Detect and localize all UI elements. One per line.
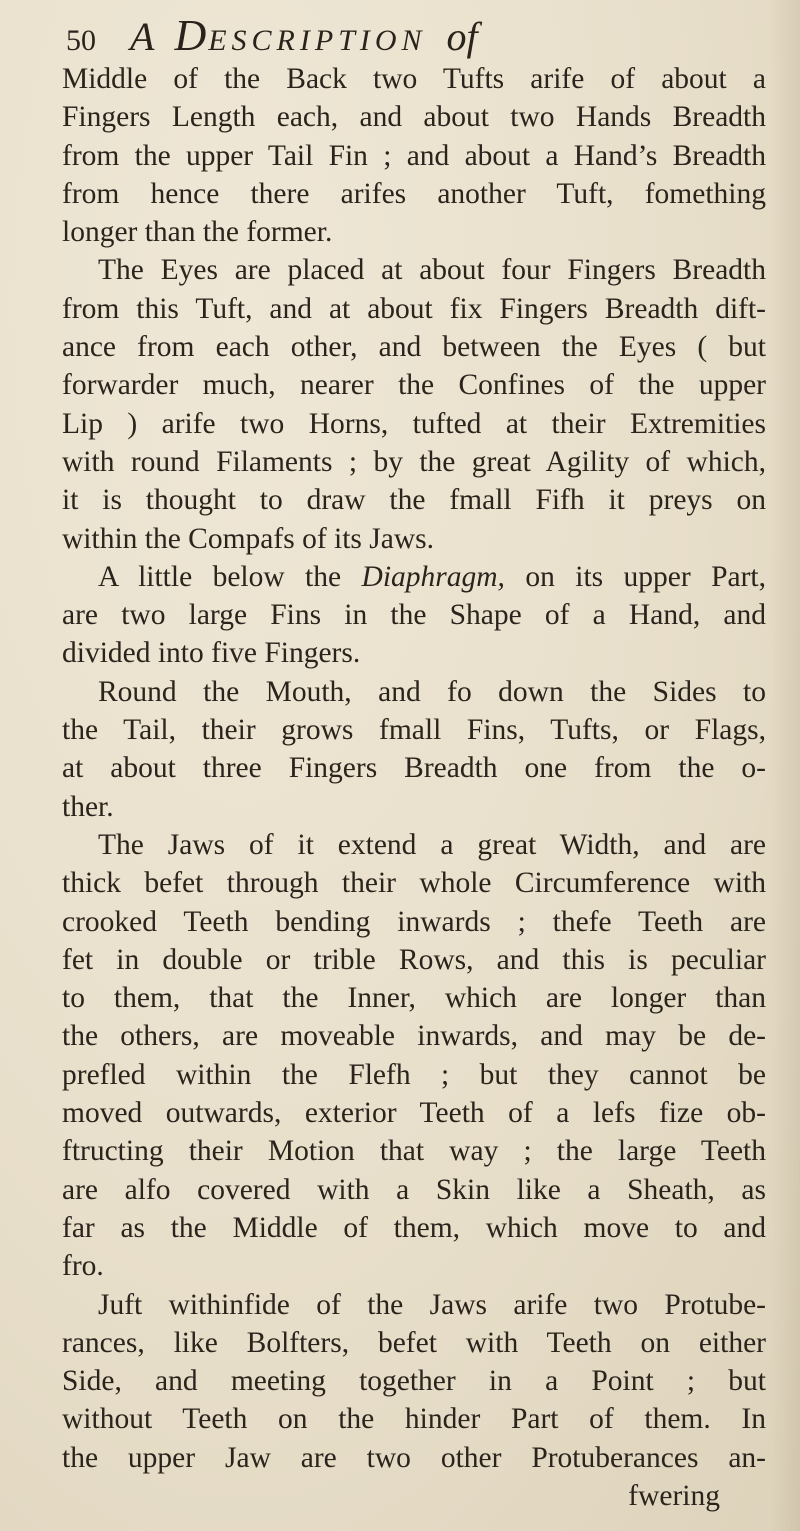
text-line: Side, and meeting together in a Point ; but	[62, 1365, 766, 1398]
text-line: the others, are moveable inwards, and may be de-	[62, 1020, 766, 1053]
body-text	[62, 60, 766, 1515]
running-head-of: of	[446, 14, 478, 59]
text-line: with round Filaments ; by the great Agility of which,	[62, 445, 766, 478]
text-segment: A little below the	[98, 560, 342, 593]
text-line: Lip ) arife two Horns, tufted at their Extremities	[62, 407, 766, 440]
page-edge-shadow	[770, 0, 800, 1531]
text-line: Round the Mouth, and fo down the Sides to	[98, 675, 766, 708]
text-line: rances, like Bolfters, befet with Teeth on either	[62, 1326, 766, 1359]
running-head-title-rest: ESCRIPTION	[208, 24, 427, 57]
text-line: The Jaws of it extend a great Width, and are	[98, 828, 766, 861]
text-line: are alfo covered with a Skin like a Sheath, as	[62, 1173, 766, 1206]
text-line: divided into five Fingers.	[62, 637, 361, 670]
text-line: ance from each other, and between the Eyes ( but	[62, 331, 766, 364]
text-line: Juft withinfide of the Jaws arife two Protube-	[98, 1288, 766, 1321]
text-line: ftructing their Motion that way ; the large Teeth	[62, 1135, 766, 1168]
text-line: moved outwards, exterior Teeth of a lefs fize ob-	[62, 1097, 766, 1130]
text-line: at about three Fingers Breadth one from the o-	[62, 752, 766, 785]
text-line: to them, that the Inner, which are longer than	[62, 982, 766, 1015]
text-line: the upper Jaw are two other Protuberances an-	[62, 1441, 766, 1474]
text-line: are two large Fins in the Shape of a Hand, and	[62, 599, 766, 632]
text-line: fro.	[62, 1250, 104, 1283]
text-line: prefled within the Flefh ; but they cannot be	[62, 1058, 766, 1091]
text-line: Fingers Length each, and about two Hands Breadth	[62, 101, 766, 134]
running-head-article: A	[130, 14, 155, 59]
text-line: without Teeth on the hinder Part of them. In	[62, 1403, 766, 1436]
text-line: from the upper Tail Fin ; and about a Hand’s Breadth	[62, 139, 766, 172]
text-segment: on its upper Part,	[504, 560, 766, 593]
text-line: the Tail, their grows fmall Fins, Tufts, or Flags,	[62, 714, 766, 747]
text-line	[62, 558, 766, 596]
text-line: ther.	[62, 790, 114, 823]
text-line: far as the Middle of them, which move to and	[62, 1211, 766, 1244]
page-number: 50	[66, 24, 96, 57]
text-line: longer than the former.	[62, 216, 333, 249]
text-line: forwarder much, nearer the Confines of the upper	[62, 369, 766, 402]
text-line: within the Compafs of its Jaws.	[62, 522, 435, 555]
running-head	[66, 8, 786, 64]
text-line: it is thought to draw the fmall Fifh it preys on	[62, 484, 766, 517]
running-head-title-capital: D	[174, 11, 209, 60]
text-line: fet in double or trible Rows, and this is peculiar	[62, 943, 766, 976]
text-line: crooked Teeth bending inwards ; thefe Teeth are	[62, 905, 766, 938]
text-line: Middle of the Back two Tufts arife of about a	[62, 63, 766, 95]
italic-term: Diaphragm,	[361, 560, 505, 593]
text-line: from hence there arifes another Tuft, fomething	[62, 177, 766, 210]
text-line: The Eyes are placed at about four Fingers Breadth	[98, 254, 766, 287]
catchword: fwering	[628, 1479, 720, 1512]
text-line: thick befet through their whole Circumference with	[62, 867, 766, 900]
text-line: from this Tuft, and at about fix Fingers Breadth dift-	[62, 292, 766, 325]
